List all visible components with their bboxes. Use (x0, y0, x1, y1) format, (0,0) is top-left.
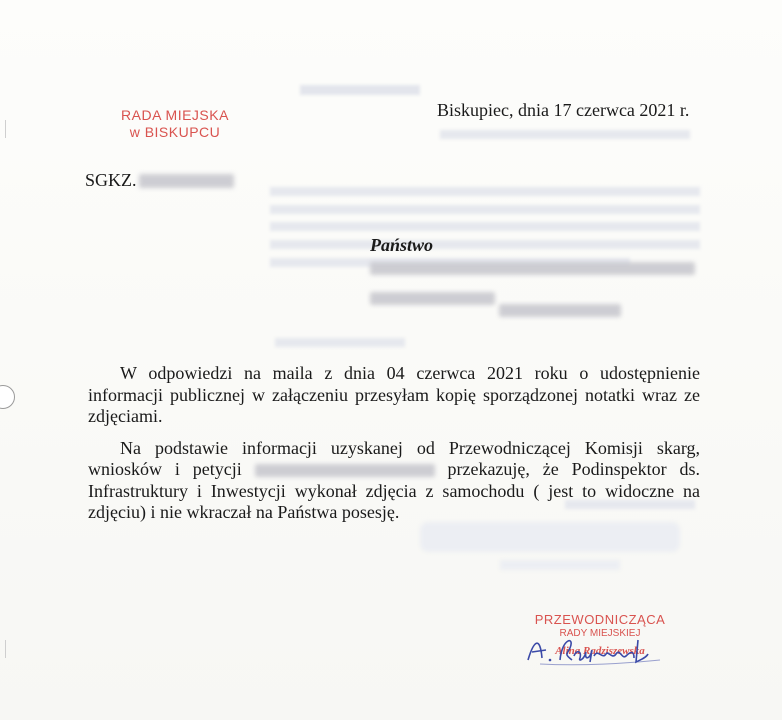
hole-punch (0, 385, 15, 409)
stamp-line-1: RADA MIEJSKA (121, 107, 229, 123)
body-paragraph-2 (88, 438, 700, 524)
letter-body (88, 363, 700, 534)
redacted-address-line (499, 304, 621, 317)
edge-mark (5, 640, 6, 658)
stamp-subtitle: RADY MIEJSKIEJ (559, 628, 641, 639)
redacted-address-line (370, 292, 495, 305)
body-paragraph-2-start: Na podstawie informacji uzyskanej od Przewodniczącej Komisji skarg, wniosków i petycji (88, 437, 700, 479)
bleed-through-text (500, 560, 620, 570)
bleed-through-text (270, 205, 700, 214)
redacted-reference (139, 174, 234, 188)
bleed-through-text (270, 187, 700, 196)
letter-date: Biskupiec, dnia 17 czerwca 2021 r. (437, 100, 690, 120)
bleed-through-text (270, 222, 700, 231)
stamp-name: Alina Radziszewska (555, 645, 645, 657)
council-stamp (100, 107, 250, 141)
handwritten-signature (520, 630, 690, 670)
edge-mark (5, 120, 6, 138)
recipient-salutation: Państwo (370, 235, 434, 255)
stamp-title: PRZEWODNICZĄCA (534, 612, 666, 627)
body-paragraph-1: W odpowiedzi na maila z dnia 04 czerwca 2021 roku o udostępnienie informacji publicznej w załączeniu przesyłam kopię sporządzonej notatki wraz ze zdjęciami. (88, 363, 700, 426)
reference-number (85, 170, 234, 191)
stamp-line-2: w BISKUPCU (129, 124, 221, 140)
body-paragraph-2-end: przekazuję, że Podinspektor ds. Infrastruktury i Inwestycji wykonał zdjęcia z samochodu ( jest to widoczne na zdjęciu) i nie wkraczał na Państwa posesję. (88, 459, 700, 522)
redacted-name (255, 464, 435, 477)
recipient-address (370, 262, 782, 322)
reference-prefix: SGKZ. (85, 170, 137, 190)
bleed-through-text (300, 85, 420, 95)
bleed-through-text (270, 240, 700, 249)
redacted-address-line (370, 262, 695, 275)
bleed-through-text (275, 338, 405, 347)
bleed-through-text (440, 130, 690, 139)
